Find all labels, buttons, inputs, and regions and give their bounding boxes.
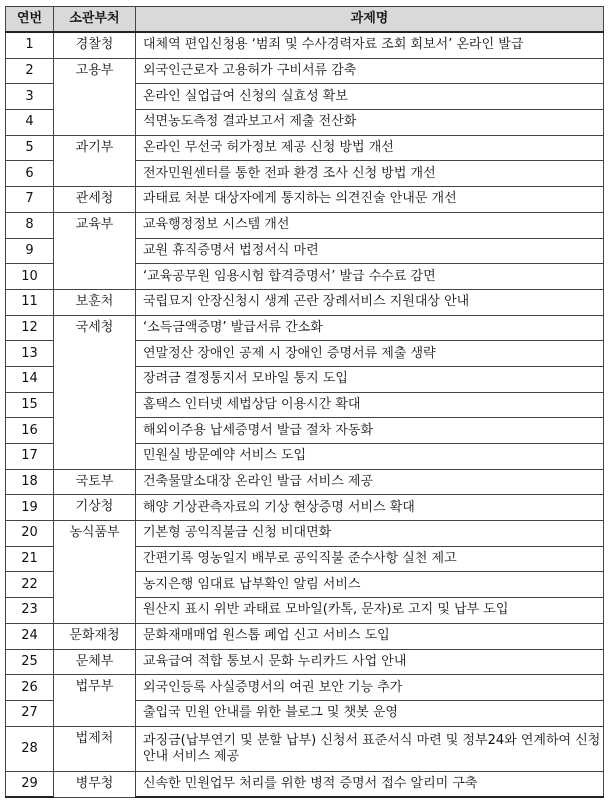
row-number: 15 <box>6 392 54 418</box>
task-cell: 온라인 실업급여 신청의 실효성 확보 <box>136 84 604 110</box>
task-cell: 국립묘지 안장신청시 생계 곤란 장례서비스 지원대상 안내 <box>136 289 604 315</box>
row-number: 13 <box>6 341 54 367</box>
table-row <box>6 289 604 315</box>
table-row <box>6 726 604 771</box>
table-row <box>6 675 604 701</box>
task-cell: 출입국 민원 안내를 위한 블로그 및 챗봇 운영 <box>136 700 604 726</box>
dept-cell: 문체부 <box>54 649 136 675</box>
row-number: 8 <box>6 212 54 238</box>
row-number: 18 <box>6 469 54 495</box>
dept-cell: 교육부 <box>54 212 136 289</box>
task-cell: 교육행정정보 시스템 개선 <box>136 212 604 238</box>
row-number: 23 <box>6 598 54 624</box>
table-row <box>6 212 604 238</box>
table-row <box>6 315 604 341</box>
header-dept: 소관부처 <box>54 7 136 33</box>
table-body <box>6 32 604 797</box>
table-row <box>6 187 604 213</box>
task-cell: 과태료 처분 대상자에게 통지하는 의견진술 안내문 개선 <box>136 187 604 213</box>
dept-cell: 국세청 <box>54 315 136 469</box>
task-cell: 교원 휴직증명서 법정서식 마련 <box>136 238 604 264</box>
dept-cell: 과기부 <box>54 135 136 186</box>
task-cell: 연말정산 장애인 공제 시 장애인 증명서류 제출 생략 <box>136 341 604 367</box>
row-number: 28 <box>6 726 54 771</box>
task-cell: 온라인 무선국 허가정보 제공 신청 방법 개선 <box>136 135 604 161</box>
task-cell: 해양 기상관측자료의 기상 현상증명 서비스 확대 <box>136 495 604 521</box>
header-task: 과제명 <box>136 7 604 33</box>
dept-cell: 농식품부 <box>54 521 136 624</box>
dept-cell: 국토부 <box>54 469 136 495</box>
dept-cell: 기상청 <box>54 495 136 521</box>
dept-cell: 경찰청 <box>54 32 136 58</box>
table-row <box>6 521 604 547</box>
table-header-row <box>6 7 604 33</box>
row-number: 25 <box>6 649 54 675</box>
task-cell: 원산지 표시 위반 과태료 모바일(카톡, 문자)로 고지 및 납부 도입 <box>136 598 604 624</box>
row-number: 20 <box>6 521 54 547</box>
table-row <box>6 649 604 675</box>
task-table <box>5 6 604 798</box>
table-row <box>6 135 604 161</box>
dept-cell: 법제처 <box>54 726 136 771</box>
dept-cell: 관세청 <box>54 187 136 213</box>
task-cell: 농지은행 임대료 납부확인 알림 서비스 <box>136 572 604 598</box>
task-cell: 간편기록 영농일지 배부로 공익직불 준수사항 실천 제고 <box>136 546 604 572</box>
row-number: 26 <box>6 675 54 701</box>
task-cell: 장려금 결정통지서 모바일 통지 도입 <box>136 366 604 392</box>
row-number: 10 <box>6 264 54 290</box>
task-cell: 문화재매매업 원스톱 폐업 신고 서비스 도입 <box>136 623 604 649</box>
task-table-container <box>5 6 603 798</box>
dept-cell: 보훈처 <box>54 289 136 315</box>
task-cell: 석면농도측정 결과보고서 제출 전산화 <box>136 110 604 136</box>
dept-cell: 법무부 <box>54 675 136 726</box>
row-number: 21 <box>6 546 54 572</box>
row-number: 24 <box>6 623 54 649</box>
row-number: 12 <box>6 315 54 341</box>
task-cell: 교육급여 적합 통보시 문화 누리카드 사업 안내 <box>136 649 604 675</box>
row-number: 17 <box>6 444 54 470</box>
row-number: 5 <box>6 135 54 161</box>
row-number: 4 <box>6 110 54 136</box>
task-cell: 건축물말소대장 온라인 발급 서비스 제공 <box>136 469 604 495</box>
table-row <box>6 495 604 521</box>
row-number: 27 <box>6 700 54 726</box>
task-cell: ‘교육공무원 임용시험 합격증명서’ 발급 수수료 감면 <box>136 264 604 290</box>
task-cell: 대체역 편입신청용 ‘범죄 및 수사경력자료 조회 회보서’ 온라인 발급 <box>136 32 604 58</box>
task-cell: 외국인등록 사실증명서의 여권 보안 기능 추가 <box>136 675 604 701</box>
row-number: 29 <box>6 771 54 797</box>
table-row <box>6 623 604 649</box>
task-cell: 외국인근로자 고용허가 구비서류 감축 <box>136 58 604 84</box>
task-cell: 전자민원센터를 통한 전파 환경 조사 신청 방법 개선 <box>136 161 604 187</box>
row-number: 22 <box>6 572 54 598</box>
row-number: 11 <box>6 289 54 315</box>
header-no: 연번 <box>6 7 54 33</box>
table-row <box>6 771 604 797</box>
row-number: 6 <box>6 161 54 187</box>
table-row <box>6 58 604 84</box>
task-cell: 기본형 공익직불금 신청 비대면화 <box>136 521 604 547</box>
dept-cell: 고용부 <box>54 58 136 135</box>
row-number: 2 <box>6 58 54 84</box>
row-number: 7 <box>6 187 54 213</box>
row-number: 14 <box>6 366 54 392</box>
dept-cell: 병무청 <box>54 771 136 797</box>
task-cell: 민원실 방문예약 서비스 도입 <box>136 444 604 470</box>
row-number: 16 <box>6 418 54 444</box>
table-row <box>6 32 604 58</box>
row-number: 9 <box>6 238 54 264</box>
task-cell: 해외이주용 납세증명서 발급 절차 자동화 <box>136 418 604 444</box>
row-number: 19 <box>6 495 54 521</box>
task-cell: 신속한 민원업무 처리를 위한 병적 증명서 접수 알리미 구축 <box>136 771 604 797</box>
task-cell: 과징금(납부연기 및 분할 납부) 신청서 표준서식 마련 및 정부24와 연계하여 신청 안내 서비스 제공 <box>136 726 604 771</box>
row-number: 1 <box>6 32 54 58</box>
task-cell: ‘소득금액증명’ 발급서류 간소화 <box>136 315 604 341</box>
row-number: 3 <box>6 84 54 110</box>
dept-cell: 문화재청 <box>54 623 136 649</box>
task-cell: 홈택스 인터넷 세법상담 이용시간 확대 <box>136 392 604 418</box>
table-row <box>6 469 604 495</box>
